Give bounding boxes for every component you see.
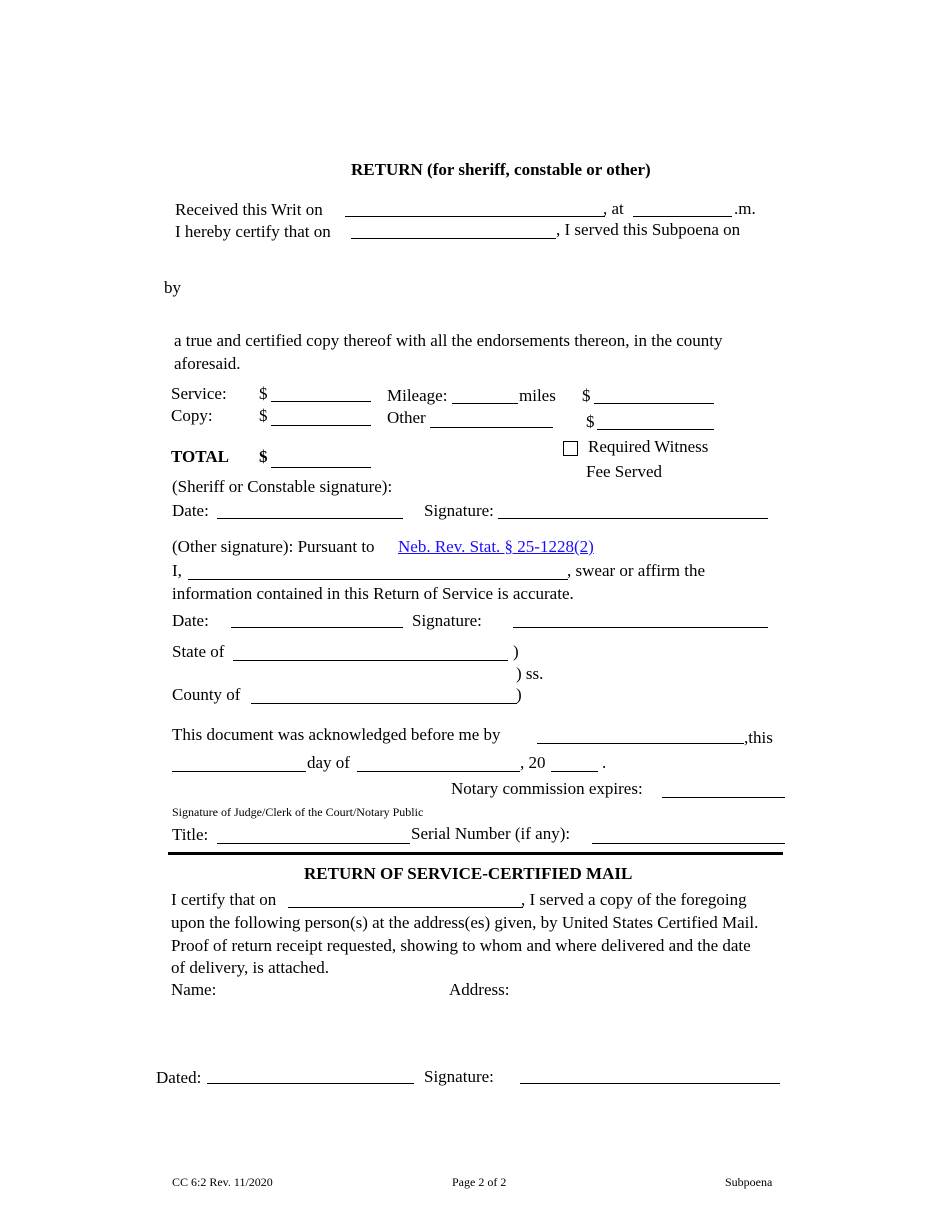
other-label: Other [387,408,426,427]
ack-month-field[interactable] [357,771,520,772]
section-divider [168,852,783,855]
cm-signature-label: Signature: [424,1067,494,1086]
cm-date-field[interactable] [288,907,523,908]
witness-label-1: Required Witness [588,437,709,456]
cm-certify-label: I certify that on [171,890,277,909]
sheriff-signature-field[interactable] [498,518,768,519]
return-title: RETURN (for sheriff, constable or other) [351,160,651,179]
other-fee-field[interactable] [597,429,714,430]
served-date-field[interactable] [351,238,556,239]
cm-text-3: Proof of return receipt requested, showing to whom and where delivered and the date [171,936,751,955]
total-label: TOTAL [171,447,229,466]
m-label: .m. [734,199,756,218]
serial-field[interactable] [592,843,785,844]
copy-label: Copy: [171,406,213,425]
footer-doc-name: Subpoena [725,1175,773,1189]
cm-dated-field[interactable] [207,1083,414,1084]
sheriff-date-field[interactable] [217,518,403,519]
at-label: , at [603,199,624,218]
this-label: ,this [744,728,773,747]
mileage-dollar: $ [582,386,591,405]
certified-mail-title: RETURN OF SERVICE-CERTIFIED MAIL [304,864,633,883]
received-time-field[interactable] [633,216,732,217]
service-fee-field[interactable] [271,401,371,402]
day-of-label: day of [307,753,350,772]
total-dollar: $ [259,447,268,466]
witness-label-2: Fee Served [586,462,663,481]
served-label: , I served this Subpoena on [556,220,741,239]
footer-form-id: CC 6:2 Rev. 11/2020 [172,1175,273,1189]
service-dollar: $ [259,384,268,403]
serial-label: Serial Number (if any): [411,824,571,843]
title-field[interactable] [217,843,410,844]
other-signature-field[interactable] [513,627,768,628]
copy-text-1: a true and certified copy thereof with all the endorsements thereon, in the county [174,331,723,350]
county-paren: ) [516,685,522,704]
other-signature-label: Signature: [412,611,482,630]
other-date-field[interactable] [231,627,403,628]
ack-name-field[interactable] [537,743,744,744]
commission-label: Notary commission expires: [451,779,643,798]
other-sig-heading: (Other signature): Pursuant to [172,537,375,556]
footer-page-number: Page 2 of 2 [452,1175,507,1189]
miles-label: miles [519,386,556,405]
cm-address-label: Address: [449,980,510,999]
mileage-field[interactable] [452,403,518,404]
ack-day-field[interactable] [172,771,306,772]
mileage-fee-field[interactable] [594,403,714,404]
statute-link[interactable]: Neb. Rev. Stat. § 25-1228(2) [398,537,594,556]
mileage-label: Mileage: [387,386,448,405]
received-label: Received this Writ on [175,200,323,219]
ss-label: ) ss. [516,664,544,683]
info-text: information contained in this Return of Service is accurate. [172,584,574,603]
copy-text-2: aforesaid. [174,354,241,373]
judge-signature-caption: Signature of Judge/Clerk of the Court/Notary Public [172,805,424,819]
witness-fee-checkbox[interactable] [563,441,578,456]
affiant-name-field[interactable] [188,579,568,580]
received-date-field[interactable] [345,216,605,217]
other-description-field[interactable] [430,427,553,428]
other-date-label: Date: [172,611,209,630]
other-dollar: $ [586,412,595,431]
state-field[interactable] [233,660,508,661]
service-label: Service: [171,384,227,403]
title-label: Title: [172,825,209,844]
state-label: State of [172,642,225,661]
cm-name-label: Name: [171,980,217,999]
county-label: County of [172,685,241,704]
county-field[interactable] [251,703,517,704]
state-paren: ) [513,642,519,661]
i-label: I, [172,561,182,580]
swear-label: , swear or affirm the [567,561,705,580]
certify-label: I hereby certify that on [175,222,331,241]
year-label: , 20 [520,753,546,772]
ack-year-field[interactable] [551,771,598,772]
copy-dollar: $ [259,406,268,425]
total-fee-field[interactable] [271,467,371,468]
cm-text-4: of delivery, is attached. [171,958,329,977]
cm-text-2: upon the following person(s) at the address(es) given, by United States Certified Mail. [171,913,759,932]
cm-signature-field[interactable] [520,1083,780,1084]
ack-label: This document was acknowledged before me by [172,725,501,744]
sheriff-signature-label: Signature: [424,501,494,520]
by-label: by [164,278,181,297]
sheriff-heading: (Sheriff or Constable signature): [172,477,393,496]
cm-dated-label: Dated: [156,1068,202,1087]
cm-served-label: , I served a copy of the foregoing [521,890,747,909]
year-period: . [602,753,607,772]
commission-expires-field[interactable] [662,797,785,798]
copy-fee-field[interactable] [271,425,371,426]
sheriff-date-label: Date: [172,501,209,520]
